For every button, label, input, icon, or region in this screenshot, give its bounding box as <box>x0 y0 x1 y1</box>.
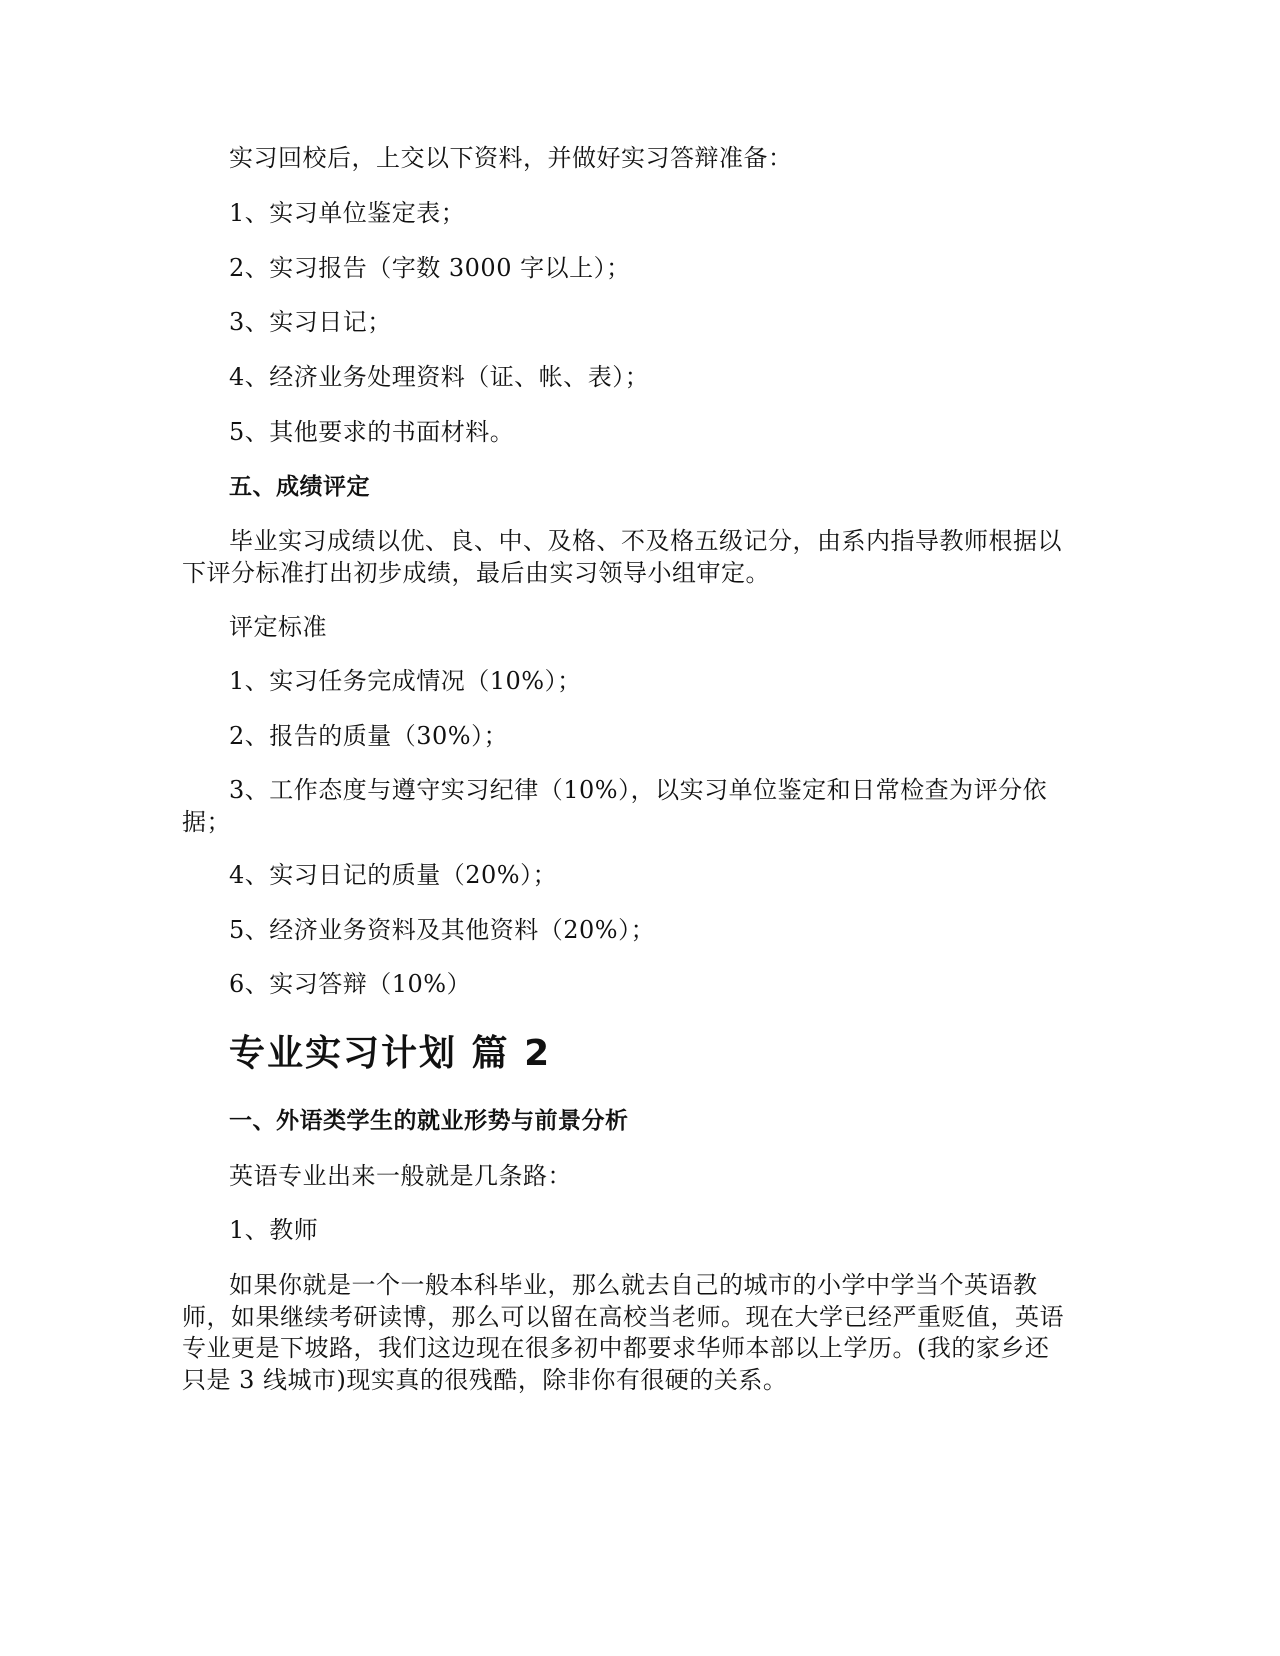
criteria-item: 2、报告的质量（30%）； <box>229 722 509 750</box>
part-title: 专业实习计划 篇 2 <box>229 1033 552 1074</box>
material-item: 3、实习日记； <box>229 308 392 336</box>
material-item: 1、实习单位鉴定表； <box>229 199 466 227</box>
criteria-item: 1、实习任务完成情况（10%）； <box>229 667 582 695</box>
criteria-item-continuation: 据； <box>182 808 231 836</box>
grading-description-line: 下评分标准打出初步成绩，最后由实习领导小组审定。 <box>182 559 770 587</box>
criteria-item: 6、实习答辩（10%） <box>229 970 472 998</box>
material-item: 2、实习报告（字数 3000 字以上）； <box>229 254 631 282</box>
criteria-item: 3、工作态度与遵守实习纪律（10%），以实习单位鉴定和日常检查为评分依 <box>229 776 1048 804</box>
paragraph: 英语专业出来一般就是几条路： <box>229 1162 572 1190</box>
paragraph-line: 师，如果继续考研读博，那么可以留在高校当老师。现在大学已经严重贬值，英语 <box>182 1303 1064 1331</box>
criteria-item: 4、实习日记的质量（20%）； <box>229 861 558 889</box>
paragraph-line: 专业更是下坡路，我们这边现在很多初中都要求华师本部以上学历。(我的家乡还 <box>182 1334 1050 1362</box>
material-item: 5、其他要求的书面材料。 <box>229 418 515 446</box>
submission-intro: 实习回校后，上交以下资料，并做好实习答辩准备： <box>229 144 793 172</box>
list-item: 1、教师 <box>229 1216 319 1244</box>
criteria-label: 评定标准 <box>229 613 327 641</box>
grading-heading: 五、成绩评定 <box>229 474 370 500</box>
criteria-item: 5、经济业务资料及其他资料（20%）； <box>229 916 656 944</box>
grading-description-line: 毕业实习成绩以优、良、中、及格、不及格五级记分，由系内指导教师根据以 <box>229 527 1062 555</box>
paragraph-line: 如果你就是一个一般本科毕业，那么就去自己的城市的小学中学当个英语教 <box>229 1271 1038 1299</box>
paragraph-line: 只是 3 线城市)现实真的很残酷，除非你有很硬的关系。 <box>182 1366 788 1394</box>
material-item: 4、经济业务处理资料（证、帐、表）； <box>229 363 650 391</box>
section-heading: 一、外语类学生的就业形势与前景分析 <box>229 1108 629 1134</box>
